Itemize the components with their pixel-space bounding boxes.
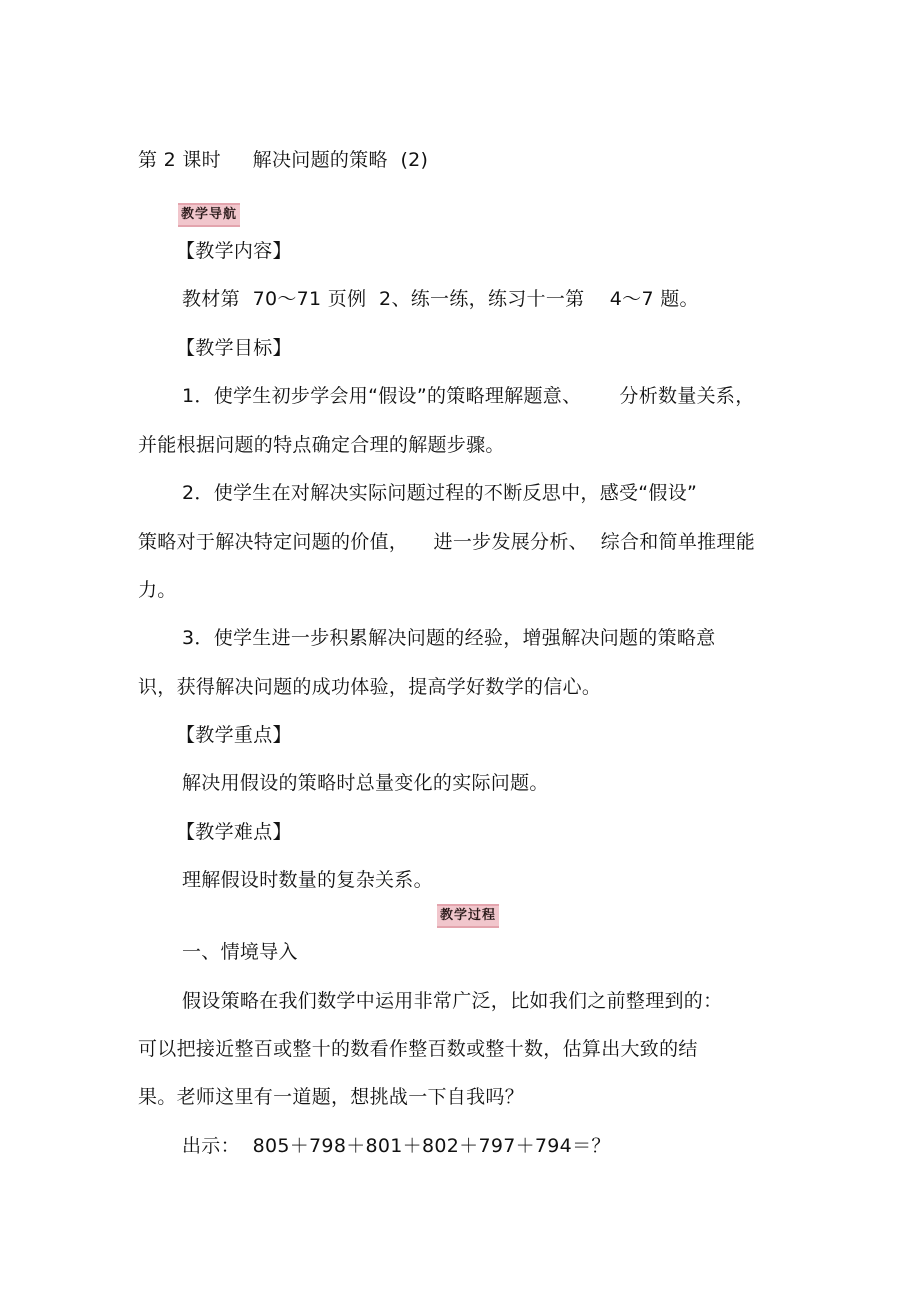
intro-line1: 假设策略在我们数学中运用非常广泛，比如我们之前整理到的： (182, 990, 723, 1012)
content-text: 教材第 70～71 页例 2、练一练，练习十一第 4～7 题。 (182, 288, 699, 310)
goal3-line1: 3．使学生进一步积累解决问题的经验，增强解决问题的策略意 (182, 627, 716, 649)
goal1-line2: 并能根据问题的特点确定合理的解题步骤。 (138, 434, 505, 456)
key-heading: 【教学重点】 (176, 724, 292, 746)
goal2-line2: 策略对于解决特定问题的价值， 进一步发展分析、 综合和简单推理能 (138, 531, 756, 553)
goal3-line2: 识，获得解决问题的成功体验，提高学好数学的信心。 (138, 676, 602, 698)
goals-heading: 【教学目标】 (176, 337, 292, 359)
key-text: 解决用假设的策略时总量变化的实际问题。 (182, 772, 549, 794)
difficulty-heading: 【教学难点】 (176, 821, 292, 843)
goal2-line1: 2．使学生在对解决实际问题过程的不断反思中，感受“假设” (182, 482, 698, 504)
nav-badge: 教学导航 (178, 203, 240, 227)
show-expression: 出示： 805＋798＋801＋802＋797＋794＝？ (182, 1135, 611, 1157)
intro-line2: 可以把接近整百或整十的数看作整百数或整十数，估算出大致的结 (138, 1038, 698, 1060)
difficulty-text: 理解假设时数量的复杂关系。 (182, 869, 433, 891)
goal2-line3: 力。 (138, 579, 177, 601)
lesson-title: 第 2 课时 解决问题的策略 (2) (138, 149, 429, 171)
process-badge: 教学过程 (437, 904, 499, 928)
goal1-line1: 1．使学生初步学会用“假设”的策略理解题意、 分析数量关系， (182, 385, 755, 407)
content-heading: 【教学内容】 (176, 240, 292, 262)
part1-heading: 一、情境导入 (182, 941, 298, 963)
intro-line3: 果。老师这里有一道题，想挑战一下自我吗？ (138, 1086, 525, 1108)
